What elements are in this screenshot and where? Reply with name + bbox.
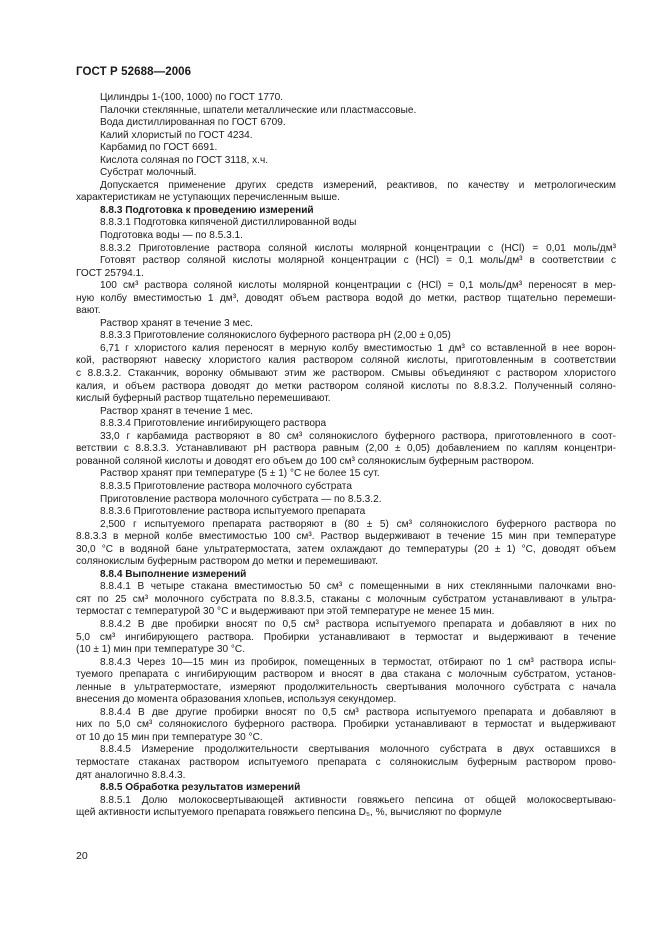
section-heading-line: 8.8.5 Обработка результатов измерений bbox=[100, 782, 301, 794]
text-line: 8.8.3.1 Подготовка кипяченой дистиллированной воды bbox=[100, 217, 357, 229]
text-line: Подготовка воды — по 8.5.3.1. bbox=[100, 230, 243, 242]
text-line: 8.8.4.2 В две пробирки вносят по 0,5 см³ раствора испытуемого препарата и добавляют в них по bbox=[100, 618, 616, 630]
text-line: Раствор хранят при температуре (5 ± 1) °С не более 15 сут. bbox=[100, 468, 380, 480]
text-line: кой, растворяют навеску хлористого калия раствором соляной кислоты, приготовленным в соответствии bbox=[76, 355, 616, 367]
text-line: ветствии с 8.8.3.3. Устанавливают рН раствора равным (2,00 ± 0,05) добавлением по каплям концентри- bbox=[76, 443, 616, 455]
text-line: 8.8.3.2 Приготовление раствора соляной кислоты молярной концентрации c (HCl) = 0,01 моль/дм³ bbox=[100, 242, 616, 254]
text-line: рованной соляной кислоты и доводят его объем до 100 см³ солянокислым буферным раствором. bbox=[76, 455, 535, 467]
section-heading-line: 8.8.4 Выполнение измерений bbox=[100, 568, 247, 580]
text-line: Раствор хранят в течение 1 мес. bbox=[100, 405, 253, 417]
text-line: щей активности испытуемого препарата говяжьего пепсина D₅, %, вычисляют по формуле bbox=[76, 807, 502, 819]
text-line: 30,0 °С в водяной бане ультратермостата, затем охлаждают до температуры (20 ± 1) °С, доводят объем bbox=[76, 543, 616, 555]
text-line: 8.8.3.6 Приготовление раствора испытуемого препарата bbox=[100, 506, 366, 518]
text-line: Вода дистиллированная по ГОСТ 6709. bbox=[100, 117, 286, 129]
text-line: 8.8.4.1 В четыре стакана вместимостью 50 см³ с помещенными в них стеклянными палочками вно- bbox=[100, 581, 616, 593]
text-line: характеристикам не уступающих перечисленным выше. bbox=[76, 192, 340, 204]
text-line: 8.8.4.5 Измерение продолжительности свертывания молочного субстрата в двух оставшихся в bbox=[100, 744, 616, 756]
text-line: Приготовление раствора молочного субстрата — по 8.5.3.2. bbox=[100, 493, 382, 505]
text-line: термостат с температурой 30 °С и выдерживают при этой температуре не менее 15 мин. bbox=[76, 606, 495, 618]
document-body bbox=[76, 92, 616, 820]
text-line: Калий хлористый по ГОСТ 4234. bbox=[100, 129, 253, 141]
text-line: Допускается применение других средств измерений, реактивов, по качеству и метрологическим bbox=[100, 179, 616, 191]
document-code-header: ГОСТ Р 52688—2006 bbox=[76, 66, 192, 78]
text-line: 8.8.3.5 Приготовление раствора молочного субстрата bbox=[100, 480, 352, 492]
text-line: 2,500 г испытуемого препарата растворяют в (80 ± 5) см³ солянокислого буферного раствора по bbox=[100, 518, 616, 530]
text-line: Раствор хранят в течение 3 мес. bbox=[100, 317, 253, 329]
text-line: (10 ± 1) мин при температуре 30 °С. bbox=[76, 644, 246, 656]
text-line: термостате стаканах раствором испытуемого препарата с солянокислым буферным раствором прово- bbox=[76, 756, 616, 768]
text-line: калия, и объем раствора доводят до метки раствором соляной кислоты по 8.8.3.2. Полученный соляно- bbox=[76, 380, 616, 392]
text-line: Субстрат молочный. bbox=[100, 167, 197, 179]
text-line: 8.8.3.3 Приготовление солянокислого буферного раствора рН (2,00 ± 0,05) bbox=[100, 330, 451, 342]
text-line: Готовят раствор соляной кислоты молярной концентрации c (HCl) = 0,1 моль/дм³ в соответствии с bbox=[100, 255, 616, 267]
text-line: 33,0 г карбамида растворяют в 80 см³ солянокислого буферного раствора, приготовленного в соот- bbox=[100, 430, 616, 442]
text-line: солянокислым буферным раствором до метки и перемешивают. bbox=[76, 556, 378, 568]
text-line: 6,71 г хлористого калия переносят в мерную колбу вместимостью 1 дм³ со вставленной в нее ворон- bbox=[100, 342, 616, 354]
text-line: 8.8.3.4 Приготовление ингибирующего раствора bbox=[100, 418, 327, 430]
text-line: вают. bbox=[76, 305, 101, 317]
text-line: Карбамид по ГОСТ 6691. bbox=[100, 142, 218, 154]
text-line: сят по 25 см³ молочного субстрата по 8.8.3.5, стаканы с молочным субстратом устанавливают в ультра- bbox=[76, 593, 616, 605]
text-line: 8.8.5.1 Долю молокосвертывающей активности говяжьего пепсина от общей молокосвертываю- bbox=[100, 794, 616, 806]
section-heading-line: 8.8.3 Подготовка к проведению измерений bbox=[100, 204, 314, 216]
text-line: с 8.8.3.2. Стаканчик, воронку обмывают этим же раствором. Смывы объединяют с раствором хлористого bbox=[76, 368, 616, 380]
text-line: ГОСТ 25794.1. bbox=[76, 267, 144, 279]
page-number: 20 bbox=[76, 850, 88, 862]
text-line: 8.8.3.3 в мерной колбе вместимостью 100 см³. Раствор выдерживают в течение 15 мин при температуре bbox=[76, 531, 616, 543]
text-line: от 10 до 15 мин при температуре 30 °С. bbox=[76, 731, 263, 743]
text-line: ную колбу вместимостью 1 дм³, доводят объем раствора водой до метки, раствор тщательно перемеши- bbox=[76, 292, 616, 304]
text-line: 8.8.4.4 В две другие пробирки вносят по 0,5 см³ раствора испытуемого препарата и добавляют в bbox=[100, 706, 616, 718]
text-line: Палочки стеклянные, шпатели металлические или пластмассовые. bbox=[100, 104, 417, 116]
text-line: дят аналогично 8.8.4.3. bbox=[76, 769, 186, 781]
text-line: 8.8.4.3 Через 10—15 мин из пробирок, помещенных в термостат, отбирают по 1 см³ раствора испы- bbox=[100, 656, 616, 668]
text-line: кислый буферный раствор тщательно перемешивают. bbox=[76, 393, 331, 405]
text-line: них по 5,0 см³ солянокислого буферного раствора. Пробирки устанавливают в термостат и выдерживают bbox=[76, 719, 616, 731]
text-line: туемого препарата с ингибирующим раствором и вносят в два стакана с молочным субстратом, установ- bbox=[76, 669, 616, 681]
text-line: Кислота соляная по ГОСТ 3118, х.ч. bbox=[100, 154, 269, 166]
text-line: 100 см³ раствора соляной кислоты молярной концентрации c (HCl) = 0,1 моль/дм³ переносят в мер- bbox=[100, 280, 616, 292]
text-line: Цилиндры 1-(100, 1000) по ГОСТ 1770. bbox=[100, 92, 283, 103]
text-line: ленные в ультратермостате, измеряют продолжительность свертывания молочного субстрата с начала bbox=[76, 681, 616, 693]
text-line: внесения до момента образования хлопьев, используя секундомер. bbox=[76, 694, 397, 706]
text-line: 5,0 см³ ингибирующего раствора. Пробирки устанавливают в термостат и выдерживают в течение bbox=[76, 631, 616, 643]
